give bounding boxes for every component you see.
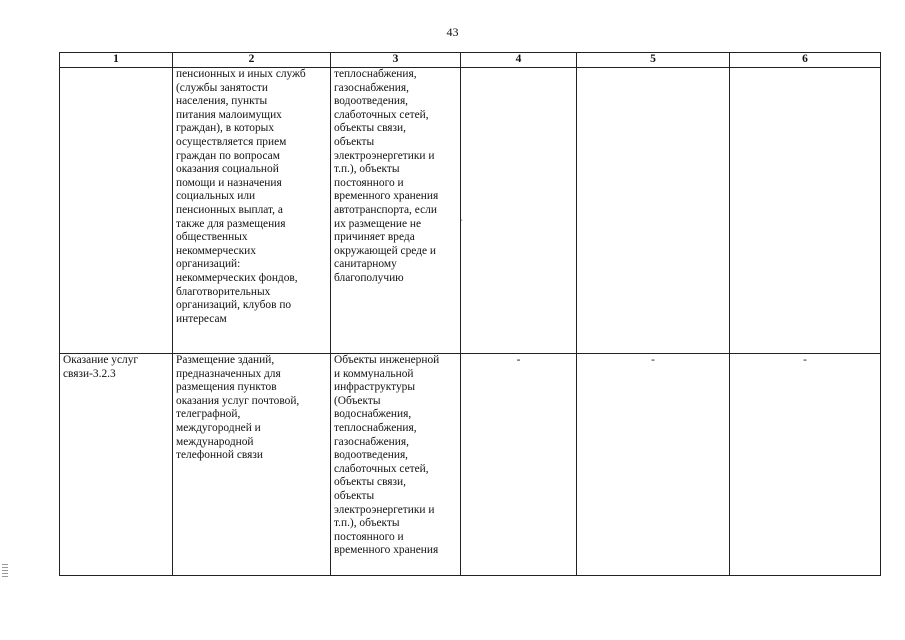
cell-col6: [730, 354, 881, 576]
scan-margin-mark: [2, 564, 8, 578]
dash-value: -: [651, 354, 655, 366]
description-text: Размещение зданий, предназначенных для размещения пунктов оказания услуг почтовой, телеграфной, междугородней и международной телефонной связи: [176, 354, 300, 462]
cell-col5: [577, 354, 730, 576]
cell-auxiliary-uses: [331, 68, 461, 354]
column-header-3: 3: [331, 53, 461, 68]
regulations-table: [59, 52, 881, 576]
header-row: [60, 53, 881, 68]
dash-value: -: [516, 354, 521, 366]
page-number: 43: [446, 25, 459, 39]
table-row: [60, 354, 881, 576]
column-header-1: 1: [60, 53, 173, 68]
auxiliary-uses-text: Объекты инженерной и коммунальной инфраструктуры (Объекты водоснабжения, теплоснабжения, газоснабжения, водоотведения, слаботочных сетей, объекты связи, объекты электроэнергетики и т.п.), объекты постоянного и временного хранения: [334, 354, 440, 557]
description-text: пенсионных и иных служб (службы занятости населения, пункты питания малоимущих граждан), в которых осуществляется прием граждан по вопросам оказания социальной помощи и назначения социальных или пенсионных выплат, а также для размещения общественных некоммерческих организаций: некоммерческих фондов, благотворительных организаций, клубов по интересам: [176, 68, 306, 325]
column-header-4: 4: [461, 53, 577, 68]
cell-col4: [461, 354, 577, 576]
cell-use-type: [60, 354, 173, 576]
cell-use-type: [60, 68, 173, 354]
column-header-6: 6: [730, 53, 881, 68]
column-header-2: 2: [173, 53, 331, 68]
table-row: [60, 68, 881, 354]
use-type-text: Оказание услуг связи-3.2.3: [63, 354, 139, 380]
dash-value: -: [803, 354, 807, 366]
cell-col6: [730, 68, 881, 354]
column-header-5: 5: [577, 53, 730, 68]
auxiliary-uses-text: теплоснабжения, газоснабжения, водоотведения, слаботочных сетей, объекты связи, объекты электроэнергетики и т.п.), объекты постоянного и временного хранения автотранспорта, если их размещение не причиняет вреда окружающей среде и санитарному благополучию: [334, 68, 439, 284]
cell-col4: [461, 68, 577, 354]
scan-stray-mark: ˋ: [460, 218, 463, 228]
cell-auxiliary-uses: [331, 354, 461, 576]
cell-description: [173, 354, 331, 576]
cell-description: [173, 68, 331, 354]
cell-col5: [577, 68, 730, 354]
